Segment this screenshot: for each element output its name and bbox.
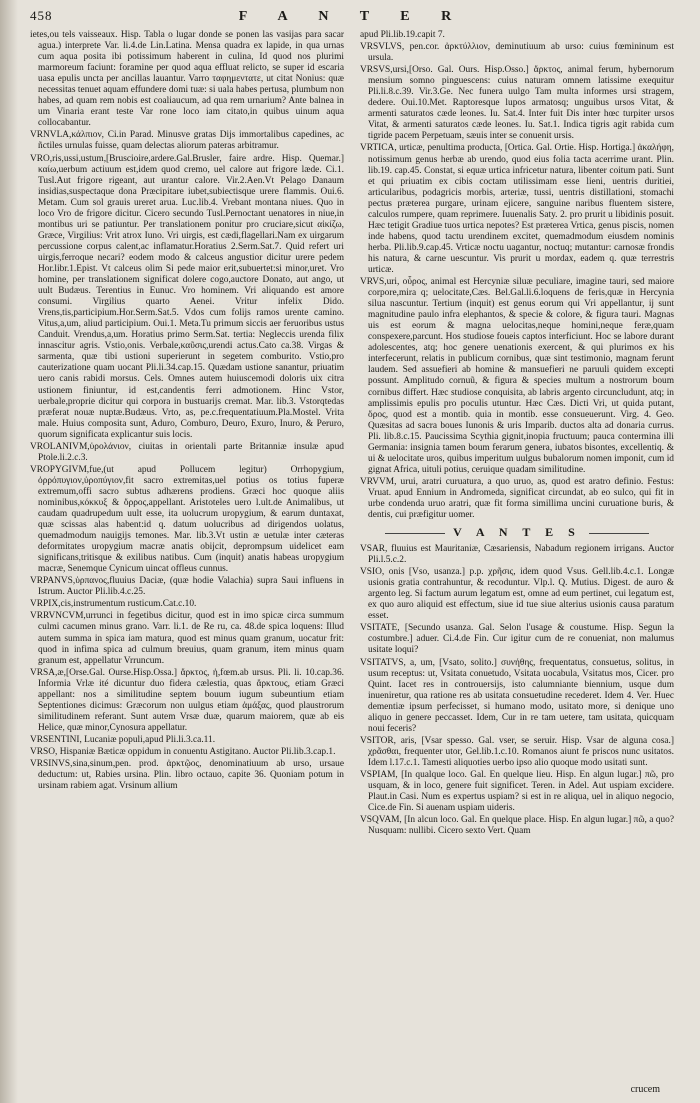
page-header <box>30 8 674 30</box>
dictionary-entry: VRPIX,cis,instrumentum rusticum.Cat.c.10. <box>30 599 197 610</box>
dictionary-entry: VROLANIVM,ὑρολάνιον, ciuitas in orientali parte Britanniæ insulæ apud Ptole.li.2.c.3. <box>30 441 344 463</box>
dictionary-entry: VRNVLA,κάλπιον, Ci.in Parad. Minusve gratas Dijs immortalibus capedines, ac ñctiles urnulas fuisse, quam delectas aliorum pateras arbitramur. <box>30 130 344 152</box>
dictionary-entry: VSITOR, aris, [Vsar spesso. Gal. vser, se seruir. Hisp. Vsar de alguna cosa.] χρᾶσθαι, frequenter utor, Gel.lib.1.c.10. Romanos aiunt fe priscos nunc usitatos. Idem l.17.c.1. Tamesti aliquoties uerbo ipso alio quoque modo usitati sunt. <box>360 735 674 768</box>
dictionary-entry: VSQVAM, [In alcun loco. Gal. En quelque place. Hisp. En algun lugar.] πῶ, a quo? Nusquam: nullibi. Cicero sexto Vert. Quam <box>360 815 674 837</box>
dictionary-entry: VRSA,æ,[Orse.Gal. Ourse.Hisp.Ossa.] ἄρκτος, ἡ,fœm.ab ursus. Pli. li. 10.cap.36. Informia Vrlæ ité dicuntur duo fidera cælestia, quas ἄρκτους, etiam Græci appellant: nos a similitudine septem bouum iugum subeuntium etiam Septentiones dicimus: Græcorum non uulgus etiam ἁμάξας, quod plaustrorum similitudinem referant. Sunt autem Vrsæ duæ, quarum maiorem, quæ ab eis Helice, quæ minor,Cynosura appellatur. <box>30 667 344 733</box>
heading-rule-left <box>385 533 445 534</box>
dictionary-entry: VRTICA, urticæ, penultima producta, [Ortica. Gal. Ortie. Hisp. Hortiga.] ἀκαλήφη, notissimum genus herbæ ab urendo, quod eius folia tacta acerrime urant. Plin. lib.19. cap.45. Constat, si equæ urtica infricetur natura, libenter coitum pati. Sunt et qui priuatim ex cibis coctam utilissimam esse lieni, uentris duritiei, articularibus, podagricis morbis, arteriæ, tussi, uentris distillationi, stomachi pectus præterea purgare, urinam ejicere, sanguine naribus fluentem sistere, calculos rumpere, quam reprimere. Iuuenalis Saty. 2. pro prurit u libidinis posuit. Hæc tetigit Gradiue tuos urtica nepotes? Est præterea Vrtica, genus piscis, nomen inde habens, quod tactu urendinem excitet, quemadmodum eiusdem nominis herba. Pli.lib.9.cap.45. Vrticæ noctu uagantur, noctuq; mutantur: carnosæ frondis his natura, & carne uescuntur. Vis prurit u mordax, eadem q. quæ terrestris urticæ. <box>360 143 674 275</box>
dictionary-entry: VRSENTINI, Lucaniæ populi,apud Pli.li.3.ca.11. <box>30 734 216 745</box>
catchword: crucem <box>630 1084 660 1095</box>
dictionary-entry: VSPIAM, [In qualque loco. Gal. En quelque lieu. Hisp. En algun lugar.] πῶ, pro usquam, & in loco, genere fuit significet. Teren. in Adel. Aut uspiam excidere. Plaut.in Casi. Num es expertus uspiam? si est in re aliqua, uel in aliquo negocio, Cice.de Fin. Si auenam uspiam uideris. <box>360 770 674 814</box>
dictionary-entry: VROPYGIVM,fue,(ut apud Pollucem legitur) Orrhopygium, ὀρρόπυγιον,ὑροπύγιον,fit sacro extremitas,uel potius os totius fuperæ extremum,offi sacro subtus adhærens prodiens. Græci hoc quoque aliis nominibus,κόκκυξ & ὄρρος,appellant. Aristoteles uero l.ult.de Animalibus, ut caudam quadrupedum uult esse, ita uolucrum uropygium, & earum duntaxat, quæ scissas alas habent:id q. datum uolucribus ad dirigendos uolatus, quemadmodum nauigijs temones. Mar. lib.3.Vt ustin æ uetulæ inter cæteras deformitates uropygium macræ anatis obijcit, deprompsum uidelicet eam significans,tritisque & exilibus natibus. Cum (inquit) anatis habeas uropygium macræ, Senemque Cynicum uincat offleus cunnus. <box>30 464 344 575</box>
dictionary-entry: VRSVLVS, pen.cor. ἀρκτύλλιον, deminutiuum ab urso: cuius fœmininum est ursula. <box>360 42 674 64</box>
dictionary-entry: VRO,ris,ussi,ustum,[Bruscioire,ardere.Gal.Brusler, faire ardre. Hisp. Quemar.] καίω,uerbum actiuum est,idem quod cremo, uel calore aut frigore læde. Ci.1. Tusl.Aut frigore rigeant, aut urantur calore. Vir.2.Aen.Vt Pelago Danaum insidias,suspectaque dona Præcipitare iubet,subiectisque urere flammis. Oui.6. Metam. Cum sol grauis ureret arua. Luc.lib.4. Vrebant montana niues. Quo in loco Vro de frigore dicitur. Cicero secundo Tusl.Pernoctant uenatores in niue,in montibus uri se patiuntur. Per translationem ponitur pro cruciare,sicut αἰκίζω, Græce, Virgilius: Vrit atrox Iuno. Vri uirgis, est cædi,flagellari.Nam ex uirgarum percussione corpus calent,ac inflamatur.Horatius 2.Serm.Sat.7. Quid refert uri uirgis,ferroque necari? eodem modo & calceus angustior dicitur urere pedem Hor.libr.1.Epist. Vt calceus olim Si pede maior erit,subuertet:si minor,uret. Vro homine, per translationem significat dolere cogo,auctore Donato, aut ango, ut uult Budæus. Terentius in Eunuc. Vro hominem. Vri aliquando est amore consumi. Virgilius quarto Aenei. Vritur infelix Dido. Vrens,tis,participium.Hor.Serm.Sat.5. Vdos cum folijs ramos urente camino. Vitus,a,um, aliud participium. Oui.1. Meta.Tu primum siccis aer feruoribus ustus Canduit. Vrendus,a,um. Horatius primo Serm.Sat. tertia: Negleccis urenda filix innascitur agris. Vstio,onis. Verbale,καῦσις,urendi actus.Cato ca.38. Virgas & sarmenta, quæ tibi ustioni superierunt in segetem comburito. Vstio,pro cauterizatione quam uocant Pli.li.34.cap.15. Quædam ustione sanantur, priuatim uero canis rabidi morsus. Cels. Omnes autem huiuscemodi doloris uix citra ustionem finiuntur, id est,candentis ferri admotionem. Hinc Vstor, uerbale,proprie dicitur qui corpora in bustuarijs cremat. Mar. lib.3. Vstorqtedas præferat nouæ nuptæ.Budæus. Vrto, as, pe.c.frequentatiuum.Pla.Mostel. Vrita male. Huius composita sunt, Aduro, Comburo, Deuro, Exuro, Inuro, & Peruro, quorum significata explicantur suis locis. <box>30 153 344 440</box>
dictionary-entry: VRSVS,ursi,[Orso. Gal. Ours. Hisp.Osso.] ἄρκτος, animal ferum, hybernorum mensium somno pinguescens: cuius naturam omnem latissime exequitur Pli.li.8.c.39. Vir.3.Ge. Nec funera uulgo Tam multa informes ursi stragem, dedere. Oui.10.Met. Raptoresque lupos armatosq; unguibus ursos Vitat, & armenti saturatos cæde leones. Iu. Sat.4. Inter fuit Dis inter hœc turpiter ursos Vitat, & armenti saturatos cæde leones. Iu. Sat.1. Indica tigris agit rabida cum tigride pacem Perpetuam, sæuis inter se conuenit ursis. <box>360 65 674 142</box>
running-head: F A N T E R <box>238 9 466 24</box>
page-number: 458 <box>30 8 53 23</box>
dictionary-entry: ietes,ou tels vaisseaux. Hisp. Tabla o lugar donde se ponen las vasijas para sacar agua.) interprete Var. li.4.de Lin.Latina. Mensa quadra ex lapide, in qua urnas cum aqua posita ibi potissimum haberent in culina, Id quod nos plurimi marmoreum faciunt: foramine per quod aqua effluat relicto, se super id escaria uasa epulis uncta per ancillas lauantur. Varro ταφημεντατε, ut citat Nonius: quæ necessitas tenuet aquam effundere domi tuæ: si uala habes pertusa, plumbum non habes, ad quam rem nobis est coaliaucum, ad qua rem urnarium? Ante balnea in um Vinaria erant teste Var rone loco iam citato,in quibus uinum aqua collocabantur. <box>30 30 344 129</box>
dictionary-entry: VRSO, Hispaniæ Bæticæ oppidum in conuentu Astigitano. Auctor Pli.lib.3.cap.1. <box>30 747 336 757</box>
dictionary-entry: apud Pli.lib.19.capit 7. <box>360 30 445 40</box>
dictionary-entry: VSITATVS, a, um, [Vsato, solito.] συνήθης, frequentatus, consuetus, solitus, in usum receptus: ut, Vsitata conuetudo, Vsitata uocabula, Vsitatus mos, Cicer. pro Quint. Iacet res in controuersijs, isto calumniante biennium, usque dum inueniretur, qua ratione res ab usitata consuetudine recederet. Idem 4. Ver. Huec dementiæ ipsum perfecisset, si humano modo, usitato more, si denique uno aliquo in genere peccasset. Idem, Cur in re tam uetere, tam usitata, quicquam noui feceris? <box>360 657 674 734</box>
dictionary-entry: VSITATE, [Secundo usanza. Gal. Selon l'usage & coustume. Hisp. Segun la costumbre.] aduer. Ci.4.de Fin. Cur igitur cum de re conueniat, non malumus usitate loqui? <box>360 623 674 656</box>
left-column <box>30 30 344 838</box>
dictionary-entry: VRSINVS,sina,sinum,pen. prod. ἀρκτῷος, denominatiuum ab urso, ursaue deductum: ut, Rabies ursina. Plin. libro octauo, capite 36. Quoniam potum in ursinam rabiem agat. Vrsinum allium <box>30 759 344 792</box>
heading-rule-right <box>589 533 649 534</box>
dictionary-entry: VRPANVS,ὑρπανος,fluuius Daciæ, (quæ hodie Valachia) supra Saui influens in Istrum. Auctor Pli.lib.4.c.25. <box>30 576 344 598</box>
right-column <box>360 30 674 838</box>
dictionary-entry: VRVS,uri, οὖρος, animal est Hercyniæ siluæ peculiare, imagine tauri, sed maiore corpore,mira q; uelocitate,Cæs. Bel.Gal.li.6.loquens de feris,quæ in Hercynia silua nascuntur. Tertium (inquit) est genus eorum qui Vri appellantur, ij sunt magnitudine paulo infra elephantos, & specie & colore, & figura tauri. Magnas uis est eorum & magna uelocitas,neque homini,neque feræ,quam conspexere,parcunt. Hos studiose foueis captos interficiunt. Hoc se labore durant adolescentes, atq; hoc genere uenationis exercent, & qui plurimos ex his interfecerunt, relatis in publicum cornibus, quæ sint testimonio, magnam ferunt laudem. Sed assuefieri ab homine & mansuefieri ne paruuli quidem excepti possunt. Amplitudo cornuũ, & figura & species multum a nostrorum boum cornibus differt. Hæc studiose conquisita, ab labris argento circuncludunt, atq; in amplissimis epulis pro poculis utuntur. Hæc Cæs. Dicti Vri, ut quida putant, ὄρος, quod est a montib. quia in montib. esse consueuerunt. Virg. 4. Geo. Quæsitas ad sacra boues Iunonis & uris Imparib. ductos alta ad donaria currus. Pli. lib.8.c.15. Paucissima Scythia gignit,inopia fructuum; pauca contermina illi Germania: insignia tamen boum ferarum genera, iubatos bisontes, excellentiq. & ui & uelocitate uros, quibus imperitum uulgus bubalorum nomen imponit, cum id gignat Africa, uituli potius, ceruique quadam similitudine. <box>360 277 674 475</box>
dictionary-entry: VSAR, fluuius est Mauritaniæ, Cæsariensis, Nabadum regionem irrigans. Auctor Pli.l.5.c.2. <box>360 544 674 566</box>
dictionary-entry: VSIO, onis [Vso, usanza.] p.p. χρῆσις, idem quod Vsus. Gell.lib.4.c.1. Longæ usionis gratia contrahuntur, & recoduntur. Vlp.l. Q. Mutius. Digest. de auro & argento leg. Si factum aurum legatum est, omne ad eum pertinet, cui legatum est, ex quo auro aliquid est effectum, siue id tue siue alterius usionis causa paratum esset. <box>360 567 674 622</box>
section-heading: V A N T E S <box>360 525 674 540</box>
dictionary-entry: VRVVM, urui, aratri curuatura, a quo uruo, as, quod est aratro definio. Festus: Vruat. apud Ennium in Andromeda, significat circundat, ab eo sulco, qui fit in urbe condenda uruo aratri, quæ fit forma simillima uncini curuatione buris, & dentis, cui præfigitur uomer. <box>360 476 674 521</box>
dictionary-entry: VRRVNCVM,urrunci in fegetibus dicitur, quod est in imo spicæ circa summum culmi cacumen minus grano. Varr. li.1. de Re ru, ca. 48.de spica loquens: Illud autem summa in spica iam matura, quod est minus quam granum, uocatur frit: quod in infima spica ad culmum breuius, quam granum, item minus quam granum est, appellatur Vrruncum. <box>30 611 344 666</box>
right-column-top <box>360 30 674 521</box>
two-column-body <box>30 30 674 838</box>
right-column-bottom <box>360 544 674 837</box>
